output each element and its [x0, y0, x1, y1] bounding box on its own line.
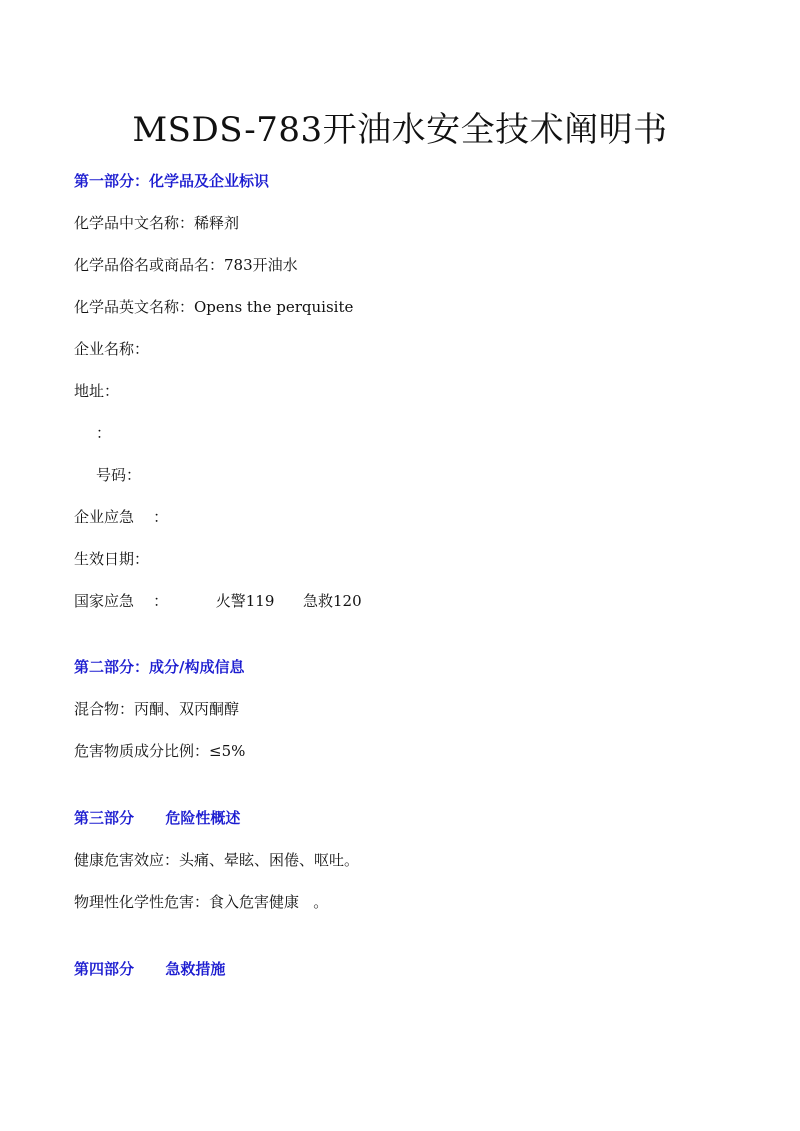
physical-chemical-hazard-line: 物理性化学性危害：食入危害健康 。 — [74, 893, 329, 911]
company-name-line: 企业名称： — [74, 340, 150, 358]
hazard-ratio-line: 危害物质成分比例：≤5% — [74, 742, 246, 760]
mixture-line: 混合物：丙酮、双丙酮醇 — [74, 700, 240, 718]
section-heading-3: 第三部分 危险性概述 — [74, 809, 241, 827]
address-line: 地址： — [74, 382, 120, 400]
effective-date-line: 生效日期： — [74, 550, 150, 568]
number-line: 号码： — [96, 466, 142, 484]
section-heading-2: 第二部分：成分/构成信息 — [74, 658, 245, 676]
section-heading-4: 第四部分 急救措施 — [74, 960, 226, 978]
section-heading-1: 第一部分：化学品及企业标识 — [74, 172, 270, 190]
document-title: MSDS-783开油水安全技术阐明书 — [132, 110, 668, 150]
national-emergency-line: 国家应急 ： 火警119 急救120 — [74, 592, 362, 610]
health-effects-line: 健康危害效应：头痛、晕眩、困倦、呕吐。 — [74, 851, 360, 869]
blank-field-line: ： — [96, 424, 112, 442]
chinese-name-line: 化学品中文名称：稀释剂 — [74, 214, 240, 232]
company-emergency-line: 企业应急 ： — [74, 508, 169, 526]
trade-name-line: 化学品俗名或商品名：783开油水 — [74, 256, 298, 274]
english-name-line: 化学品英文名称：Opens the perquisite — [74, 298, 354, 316]
